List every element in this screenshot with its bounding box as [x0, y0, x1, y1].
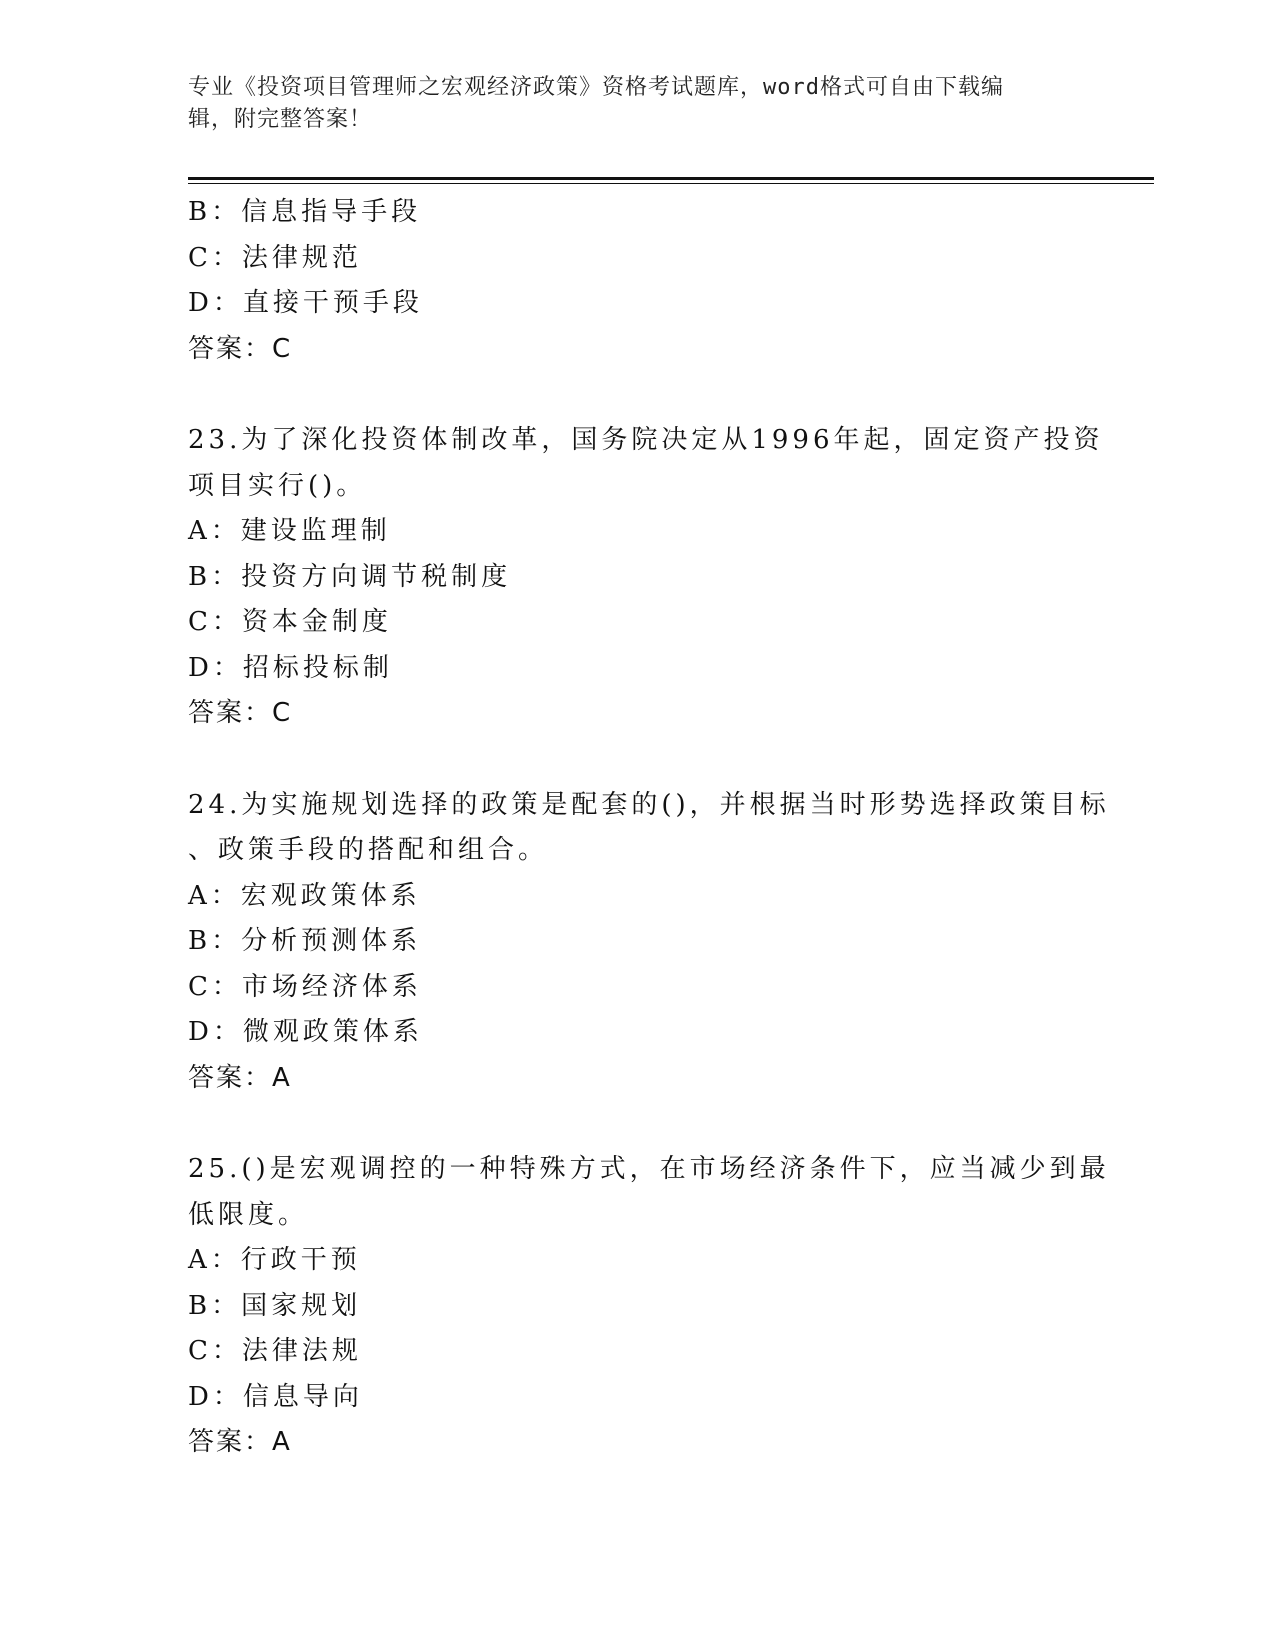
- option-a: A：宏观政策体系: [188, 880, 421, 911]
- question-stem-line: 23.为了深化投资体制改革，国务院决定从1996年起，固定资产投资: [188, 425, 1104, 455]
- option-c: C：资本金制度: [188, 607, 392, 637]
- option-c: C：法律法规: [188, 1336, 362, 1366]
- option-d: D：招标投标制: [188, 652, 393, 683]
- option-c: C：法律规范: [188, 242, 362, 273]
- answer-line: 答案：A: [188, 1062, 292, 1093]
- question-stem-line: 25.()是宏观调控的一种特殊方式，在市场经济条件下，应当减少到最: [188, 1154, 1110, 1184]
- option-a: A：行政干预: [188, 1245, 361, 1275]
- option-a: A：建设监理制: [188, 516, 391, 546]
- document-header: [188, 72, 1068, 136]
- option-d: D：信息导向: [188, 1381, 363, 1412]
- option-d: D：直接干预手段: [188, 288, 423, 318]
- question-stem-line: 24.为实施规划选择的政策是配套的()，并根据当时形势选择政策目标: [188, 789, 1110, 820]
- answer-line: 答案：A: [188, 1427, 292, 1457]
- question-fragment: [188, 190, 1088, 372]
- question-stem-line: 项目实行()。: [188, 470, 367, 501]
- question-stem-line: 低限度。: [188, 1199, 309, 1230]
- answer-line: 答案：C: [188, 333, 293, 364]
- option-c: C：市场经济体系: [188, 971, 422, 1002]
- question-24: [188, 783, 1110, 1102]
- question-stem-line: 、政策手段的搭配和组合。: [188, 835, 549, 865]
- header-line-2: 辑，附完整答案！: [188, 107, 373, 132]
- question-content: [188, 190, 1110, 1466]
- answer-line: 答案：C: [188, 698, 293, 728]
- option-b: B：投资方向调节税制度: [188, 561, 512, 592]
- option-d: D：微观政策体系: [188, 1017, 423, 1047]
- option-b: B：信息指导手段: [188, 197, 422, 227]
- header-divider-thick: [188, 177, 1154, 180]
- option-b: B：分析预测体系: [188, 926, 422, 956]
- question-23: [188, 418, 1104, 737]
- header-divider-thin: [188, 183, 1154, 184]
- option-b: B：国家规划: [188, 1290, 362, 1321]
- header-line-1: 专业《投资项目管理师之宏观经济政策》资格考试题库，word格式可自由下载编: [188, 75, 1004, 100]
- question-25: [188, 1147, 1110, 1466]
